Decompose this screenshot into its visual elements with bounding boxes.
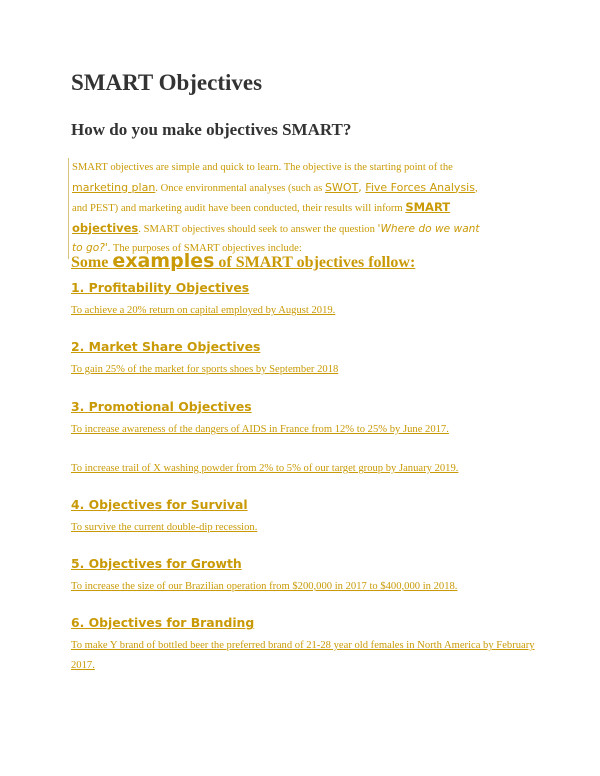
intro-text-1: SMART objectives are simple and quick to learn. The objective is the starting point of the bbox=[72, 162, 453, 173]
section-heading: 5. Objectives for Growth bbox=[71, 556, 242, 571]
intro-question: 'Where do we want to go?' bbox=[72, 222, 480, 254]
section-heading: 2. Market Share Objectives bbox=[71, 339, 261, 354]
section-text: To gain 25% of the market for sports shoes by September 2018 bbox=[71, 364, 339, 375]
section-text: To survive the current double-dip recession. bbox=[71, 522, 258, 533]
examples-pre: Some bbox=[71, 254, 113, 271]
examples-post: of SMART objectives follow: bbox=[214, 254, 416, 271]
intro-text-3: , and PEST) and marketing audit have been conducted, their results will inform bbox=[72, 182, 478, 214]
intro-comma: , bbox=[358, 180, 366, 194]
section-text: To increase the size of our Brazilian operation from $200,000 in 2017 to $400,000 in 2018. bbox=[71, 581, 458, 592]
intro-text-2: . Once environmental analyses (such as bbox=[155, 182, 326, 194]
page-subtitle: How do you make objectives SMART? bbox=[71, 120, 352, 139]
section-profitability bbox=[71, 280, 335, 321]
section-text: To make Y brand of bottled beer the preferred brand of 21-28 year old females in North America by February 2017. bbox=[71, 640, 535, 671]
page-title: SMART Objectives bbox=[71, 70, 263, 95]
section-heading: 3. Promotional Objectives bbox=[71, 399, 252, 414]
section-branding bbox=[71, 615, 541, 676]
marketing-plan-link[interactable]: marketing plan bbox=[72, 180, 156, 194]
intro-text-4: . SMART objectives should seek to answer the question bbox=[138, 223, 378, 235]
section-text: To achieve a 20% return on capital employed by August 2019. bbox=[71, 305, 336, 316]
section-text: To increase trail of X washing powder from 2% to 5% of our target group by January 2019. bbox=[71, 463, 459, 474]
five-forces-link[interactable]: Five Forces Analysis bbox=[365, 180, 475, 194]
section-growth bbox=[71, 556, 457, 597]
swot-link[interactable]: SWOT bbox=[325, 180, 359, 194]
section-promotional bbox=[71, 399, 458, 479]
section-heading: 6. Objectives for Branding bbox=[71, 615, 255, 630]
intro-paragraph bbox=[68, 158, 492, 259]
intro-text-5: . The purposes of SMART objectives include: bbox=[107, 243, 302, 254]
section-market-share bbox=[71, 339, 338, 380]
section-heading: 1. Profitability Objectives bbox=[71, 280, 250, 295]
section-text: To increase awareness of the dangers of AIDS in France from 12% to 25% by June 2017. bbox=[71, 424, 449, 435]
section-survival bbox=[71, 497, 257, 538]
examples-heading bbox=[71, 250, 415, 272]
examples-big-word: examples bbox=[112, 250, 215, 272]
smart-objectives-link[interactable]: SMART objectives bbox=[72, 200, 451, 235]
section-heading: 4. Objectives for Survival bbox=[71, 497, 248, 512]
